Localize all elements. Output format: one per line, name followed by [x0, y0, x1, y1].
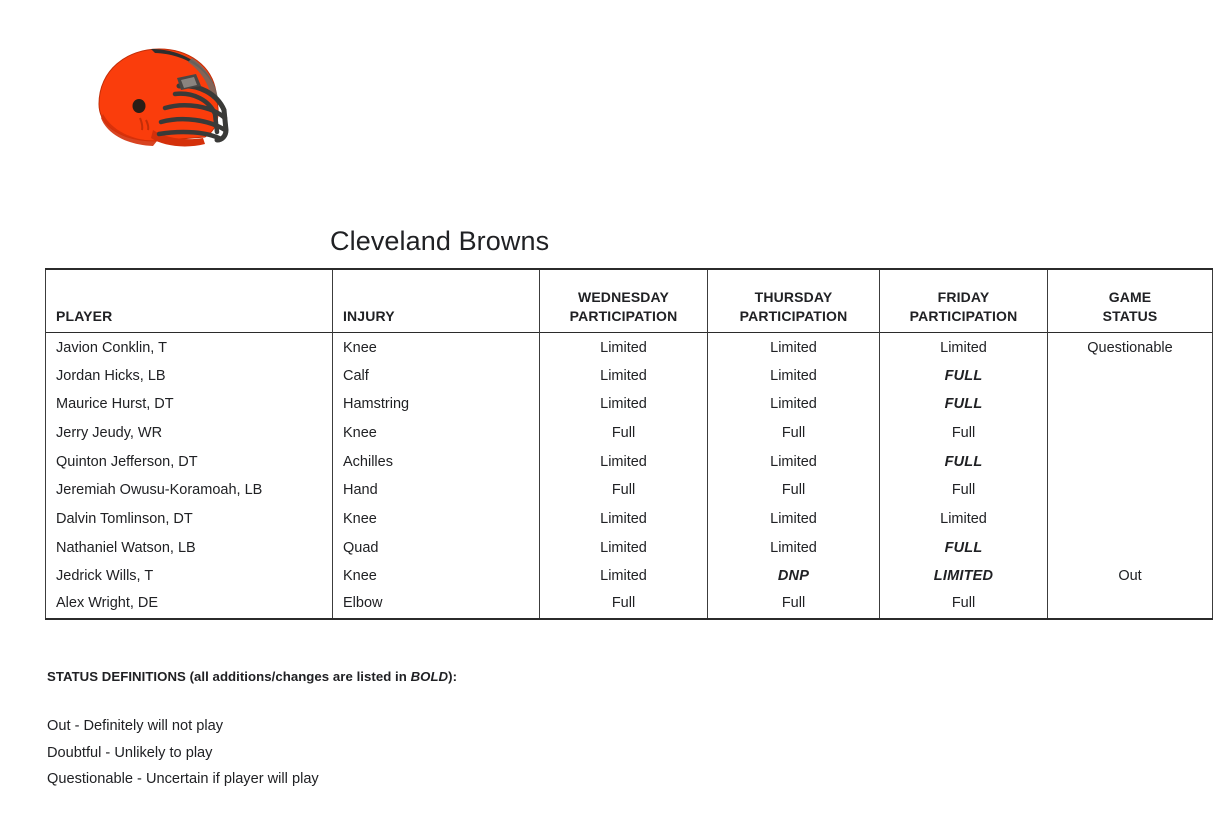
cell-player-text: Nathaniel Watson, LB	[56, 539, 196, 556]
cell-game-status	[1048, 591, 1213, 620]
cell-friday	[880, 333, 1048, 362]
cell-thursday	[708, 419, 880, 448]
cell-player-text: Jedrick Wills, T	[56, 568, 154, 585]
column-header-player	[46, 269, 333, 333]
cell-friday	[880, 533, 1048, 562]
cell-player	[46, 591, 333, 620]
status-definition-questionable: Questionable - Uncertain if player will play	[47, 771, 319, 787]
cell-injury-text: Achilles	[343, 453, 393, 470]
cell-injury	[333, 591, 540, 620]
cell-game-status	[1048, 562, 1213, 591]
cell-player-text: Dalvin Tomlinson, DT	[56, 510, 193, 527]
table-row	[46, 333, 1213, 362]
cell-player-text: Jordan Hicks, LB	[56, 367, 166, 384]
cell-injury-text: Elbow	[343, 595, 383, 612]
status-definition-out: Out - Definitely will not play	[47, 718, 224, 734]
cell-thursday-text: Limited	[770, 396, 817, 413]
cell-wednesday-text: Full	[611, 482, 636, 499]
cell-thursday	[708, 591, 880, 620]
cell-thursday-text: Limited	[770, 340, 817, 357]
cell-injury	[333, 447, 540, 476]
cell-wednesday-text: Limited	[600, 367, 647, 384]
cell-player	[46, 476, 333, 505]
cell-wednesday-text: Limited	[600, 340, 647, 357]
table-row	[46, 447, 1213, 476]
cell-wednesday-text: Limited	[600, 453, 647, 470]
cell-player	[46, 505, 333, 534]
column-header-game-status-line2: STATUS	[1102, 308, 1158, 324]
column-header-injury	[333, 269, 540, 333]
cell-friday-text: Full	[951, 424, 976, 441]
cell-injury-text: Quad	[343, 539, 379, 556]
table-body	[46, 333, 1213, 620]
cell-thursday-text: Limited	[770, 510, 817, 527]
table-header	[46, 269, 1213, 333]
cell-player	[46, 390, 333, 419]
cell-wednesday-text: Full	[611, 424, 636, 441]
table-row	[46, 419, 1213, 448]
cell-thursday-text: Limited	[770, 453, 817, 470]
cell-player-text: Jerry Jeudy, WR	[56, 424, 163, 441]
cell-game-status	[1048, 361, 1213, 390]
status-definitions-section	[47, 669, 747, 793]
column-header-wednesday-line2: PARTICIPATION	[569, 308, 678, 324]
table-row	[46, 533, 1213, 562]
column-header-thursday-line2: PARTICIPATION	[739, 308, 848, 324]
column-header-thursday-line1: THURSDAY	[754, 289, 833, 305]
cell-wednesday	[540, 591, 708, 620]
cell-thursday	[708, 361, 880, 390]
status-definitions-heading	[47, 669, 747, 684]
cell-injury	[333, 419, 540, 448]
table-row	[46, 390, 1213, 419]
cell-friday-text: Full	[951, 482, 976, 499]
cell-injury	[333, 505, 540, 534]
cell-injury-text: Knee	[343, 568, 377, 585]
cell-thursday	[708, 333, 880, 362]
cell-thursday-text: DNP	[777, 568, 810, 585]
cell-wednesday	[540, 533, 708, 562]
cell-injury-text: Knee	[343, 424, 377, 441]
column-header-game-status	[1048, 269, 1213, 333]
column-header-friday	[880, 269, 1048, 333]
cell-friday-text: FULL	[944, 367, 983, 384]
cell-thursday	[708, 533, 880, 562]
cell-thursday-text: Limited	[770, 539, 817, 556]
cell-thursday-text: Full	[781, 424, 806, 441]
cell-wednesday	[540, 505, 708, 534]
cell-friday-text: Full	[951, 595, 976, 612]
cell-friday	[880, 447, 1048, 476]
cell-friday	[880, 361, 1048, 390]
cell-player-text: Maurice Hurst, DT	[56, 396, 174, 413]
cell-friday	[880, 476, 1048, 505]
cell-thursday-text: Full	[781, 595, 806, 612]
table-row	[46, 591, 1213, 620]
status-definitions-heading-prefix: STATUS DEFINITIONS (all additions/changes are listed in	[47, 669, 411, 684]
status-definitions-heading-suffix: ):	[448, 669, 458, 684]
cell-player-text: Javion Conklin, T	[56, 340, 167, 357]
cell-wednesday	[540, 390, 708, 419]
status-definition-doubtful: Doubtful - Unlikely to play	[47, 744, 213, 761]
cell-injury-text: Hamstring	[343, 396, 410, 413]
status-definitions-heading-bold-word: BOLD	[410, 669, 449, 684]
column-header-game-status-line1: GAME	[1108, 289, 1152, 305]
cell-player-text: Alex Wright, DE	[56, 595, 159, 612]
cell-injury	[333, 361, 540, 390]
cell-injury	[333, 333, 540, 362]
cell-wednesday	[540, 562, 708, 591]
table-row	[46, 562, 1213, 591]
cell-friday	[880, 591, 1048, 620]
cell-friday-text: FULL	[944, 453, 983, 470]
cell-wednesday-text: Limited	[600, 396, 647, 413]
cell-player-text: Jeremiah Owusu-Koramoah, LB	[56, 482, 263, 499]
cell-thursday	[708, 390, 880, 419]
cell-game-status	[1048, 390, 1213, 419]
column-header-thursday	[708, 269, 880, 333]
cell-friday	[880, 390, 1048, 419]
column-header-player-line2: PLAYER	[56, 308, 113, 324]
cell-injury-text: Knee	[343, 340, 377, 357]
cell-friday	[880, 419, 1048, 448]
table-row	[46, 476, 1213, 505]
cell-friday-text: LIMITED	[933, 568, 994, 585]
cell-player	[46, 419, 333, 448]
cell-player	[46, 562, 333, 591]
browns-helmet-icon	[93, 42, 233, 157]
cell-player-text: Quinton Jefferson, DT	[56, 453, 198, 470]
cell-wednesday	[540, 361, 708, 390]
page-title: Cleveland Browns	[330, 226, 550, 256]
cell-thursday	[708, 505, 880, 534]
cell-friday	[880, 562, 1048, 591]
cell-player	[46, 533, 333, 562]
cell-friday-text: Limited	[940, 510, 987, 527]
cell-thursday-text: Limited	[770, 367, 817, 384]
cell-player	[46, 447, 333, 476]
cell-thursday-text: Full	[781, 482, 806, 499]
column-header-wednesday-line1: WEDNESDAY	[577, 289, 670, 305]
cell-wednesday	[540, 476, 708, 505]
cell-injury-text: Calf	[343, 367, 369, 384]
team-logo	[93, 42, 233, 157]
cell-wednesday	[540, 419, 708, 448]
cell-game-status	[1048, 333, 1213, 362]
cell-thursday	[708, 562, 880, 591]
column-header-friday-line2: PARTICIPATION	[909, 308, 1018, 324]
table-row	[46, 505, 1213, 534]
cell-injury-text: Knee	[343, 510, 377, 527]
cell-wednesday-text: Limited	[600, 568, 647, 585]
cell-game-status	[1048, 419, 1213, 448]
cell-wednesday-text: Full	[611, 595, 636, 612]
cell-wednesday	[540, 333, 708, 362]
cell-friday-text: FULL	[944, 539, 983, 556]
cell-game-status	[1048, 447, 1213, 476]
cell-friday-text: Limited	[940, 340, 987, 357]
column-header-friday-line1: FRIDAY	[937, 289, 990, 305]
column-header-injury-line2: INJURY	[343, 308, 395, 324]
cell-injury	[333, 562, 540, 591]
cell-injury	[333, 390, 540, 419]
cell-friday-text: FULL	[944, 396, 983, 413]
cell-player	[46, 333, 333, 362]
cell-wednesday-text: Limited	[600, 510, 647, 527]
cell-injury	[333, 476, 540, 505]
cell-thursday	[708, 476, 880, 505]
cell-injury	[333, 533, 540, 562]
cell-game-status-text: Questionable	[1087, 340, 1173, 357]
cell-game-status	[1048, 476, 1213, 505]
cell-game-status	[1048, 505, 1213, 534]
cell-friday	[880, 505, 1048, 534]
cell-player	[46, 361, 333, 390]
table-row	[46, 361, 1213, 390]
cell-game-status	[1048, 533, 1213, 562]
cell-wednesday	[540, 447, 708, 476]
cell-thursday	[708, 447, 880, 476]
table-header-row	[46, 269, 1213, 333]
cell-wednesday-text: Limited	[600, 539, 647, 556]
cell-game-status-text: Out	[1118, 568, 1142, 585]
injury-report-table	[45, 268, 1213, 620]
cell-injury-text: Hand	[343, 482, 378, 499]
column-header-wednesday	[540, 269, 708, 333]
